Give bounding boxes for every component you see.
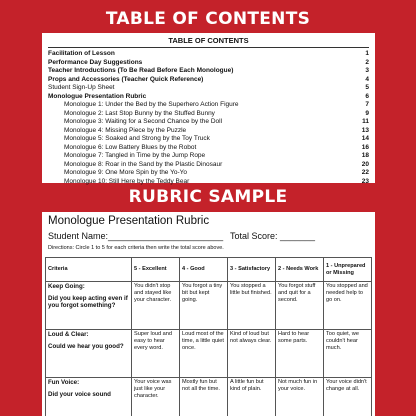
rubric-title: Monologue Presentation Rubric <box>48 215 210 227</box>
toc-row <box>48 144 369 153</box>
rubric-row <box>46 282 372 330</box>
criteria-name: Keep Going: <box>48 283 85 290</box>
toc-row-page: 22 <box>361 169 369 176</box>
toc-row-label: Monologue Presentation Rubric <box>48 92 147 100</box>
toc-row-label: Facilitation of Lesson <box>48 50 115 57</box>
rubric-cell: Too quiet, we couldn't hear much. <box>324 330 372 378</box>
rubric-cell: You didn't stop and stayed like your character. <box>132 282 180 330</box>
toc-row <box>48 178 369 187</box>
toc-row <box>48 110 369 119</box>
rubric-row <box>46 330 372 378</box>
toc-row-label: Monologue 6: Low Battery Blues by the Robot <box>64 143 197 151</box>
rubric-cell: You forgot stuff and quit for a second. <box>276 282 324 330</box>
rubric-cell: Mostly fun but not all the time. <box>180 378 228 416</box>
toc-row-label: Monologue 9: One More Spin by the Yo-Yo <box>64 169 187 176</box>
criteria-question: Could we hear you good? <box>48 343 124 350</box>
toc-row <box>48 93 369 102</box>
toc-row-label: Monologue 4: Missing Piece by the Puzzle <box>64 126 187 134</box>
rubric-cell: You stopped and needed help to go on. <box>324 282 372 330</box>
toc-section-title: TABLE OF CONTENTS <box>105 9 311 29</box>
rubric-cell: A little fun but kind of plain. <box>228 378 276 416</box>
rubric-table <box>45 257 372 416</box>
toc-row <box>48 152 369 161</box>
toc-row <box>48 161 369 170</box>
rubric-cell: Kind of loud but not always clear. <box>228 330 276 378</box>
toc-row-page: 5 <box>365 84 369 91</box>
toc-row-page: 9 <box>365 109 369 117</box>
toc-row <box>48 50 369 59</box>
toc-card <box>42 33 375 183</box>
rubric-row <box>46 378 372 416</box>
criteria-question: Did you keep acting even if you forgot something? <box>48 295 128 309</box>
toc-row-label: Monologue 8: Roar in the Sand by the Plastic Dinosaur <box>64 160 223 168</box>
rubric-card <box>42 212 375 416</box>
criteria-cell <box>46 378 132 416</box>
toc-row <box>48 135 369 144</box>
toc-row-page: 14 <box>361 135 369 142</box>
toc-row <box>48 84 369 93</box>
toc-row-page: 16 <box>361 143 369 151</box>
rubric-header-cell: 5 - Excellent <box>132 258 180 282</box>
toc-row-page: 11 <box>362 118 369 125</box>
toc-row-label: Student Sign-Up Sheet <box>48 84 115 91</box>
toc-row-page: 23 <box>361 177 369 185</box>
rubric-header-cell: 4 - Good <box>180 258 228 282</box>
rubric-cell: Your voice didn't change at all. <box>324 378 372 416</box>
toc-row-page: 3 <box>365 67 369 74</box>
toc-row-label: Monologue 3: Waiting for a Second Chance by the Doll <box>64 118 223 125</box>
toc-row-page: 1 <box>365 50 369 57</box>
toc-row-page: 6 <box>365 92 369 100</box>
toc-row <box>48 67 369 76</box>
rubric-cell: Loud most of the time, a little quiet once. <box>180 330 228 378</box>
toc-row-page: 7 <box>365 101 369 108</box>
criteria-question: Did your voice sound <box>48 391 111 398</box>
toc-row-label: Teacher Introductions (To Be Read Before Each Monologue) <box>48 67 234 74</box>
toc-row-page: 18 <box>361 152 369 159</box>
rubric-section-title: RUBRIC SAMPLE <box>128 187 288 207</box>
criteria-cell <box>46 330 132 378</box>
criteria-cell <box>46 282 132 330</box>
rubric-header-row <box>46 258 372 282</box>
toc-row-page: 4 <box>365 75 369 83</box>
rubric-cell: You forgot a tiny bit but kept going. <box>180 282 228 330</box>
toc-row-label: Monologue 1: Under the Bed by the Superhero Action Figure <box>64 101 239 108</box>
toc-row <box>48 169 369 178</box>
rubric-header-cell: 2 - Needs Work <box>276 258 324 282</box>
toc-header: TABLE OF CONTENTS <box>48 36 369 48</box>
toc-row-label: Monologue 10: Still Here by the Teddy Bear <box>64 177 190 185</box>
toc-row-label: Monologue 5: Soaked and Strong by the Toy Truck <box>64 135 210 142</box>
criteria-name: Fun Voice: <box>48 379 80 386</box>
toc-row <box>48 118 369 127</box>
total-score-field: Total Score: _______ <box>230 231 316 241</box>
rubric-directions: Directions: Circle 1 to 5 for each criteria then write the total score above. <box>48 245 224 251</box>
criteria-name: Loud & Clear: <box>48 331 89 338</box>
toc-row-label: Props and Accessories (Teacher Quick Reference) <box>48 75 204 83</box>
rubric-cell: You stopped a little but finished. <box>228 282 276 330</box>
toc-row <box>48 59 369 68</box>
rubric-header-cell: Criteria <box>46 258 132 282</box>
rubric-cell: Your voice was just like your character. <box>132 378 180 416</box>
rubric-cell: Super loud and easy to hear every word. <box>132 330 180 378</box>
toc-row-label: Performance Day Suggestions <box>48 58 143 66</box>
rubric-cell: Hard to hear some parts. <box>276 330 324 378</box>
toc-row <box>48 76 369 85</box>
rubric-header-cell: 3 - Satisfactory <box>228 258 276 282</box>
student-name-field: Student Name:_______________________ <box>48 231 224 241</box>
toc-list <box>48 50 369 186</box>
toc-row-page: 2 <box>365 58 369 66</box>
toc-row-page: 13 <box>361 126 369 134</box>
toc-row-label: Monologue 7: Tangled in Time by the Jump Rope <box>64 152 206 159</box>
toc-row <box>48 101 369 110</box>
toc-row-label: Monologue 2: Last Stop Bunny by the Stuffed Bunny <box>64 109 215 117</box>
rubric-header-cell: 1 - Unprepared or Missing <box>324 258 372 282</box>
toc-row-page: 20 <box>361 160 369 168</box>
toc-row <box>48 127 369 136</box>
rubric-cell: Not much fun in your voice. <box>276 378 324 416</box>
